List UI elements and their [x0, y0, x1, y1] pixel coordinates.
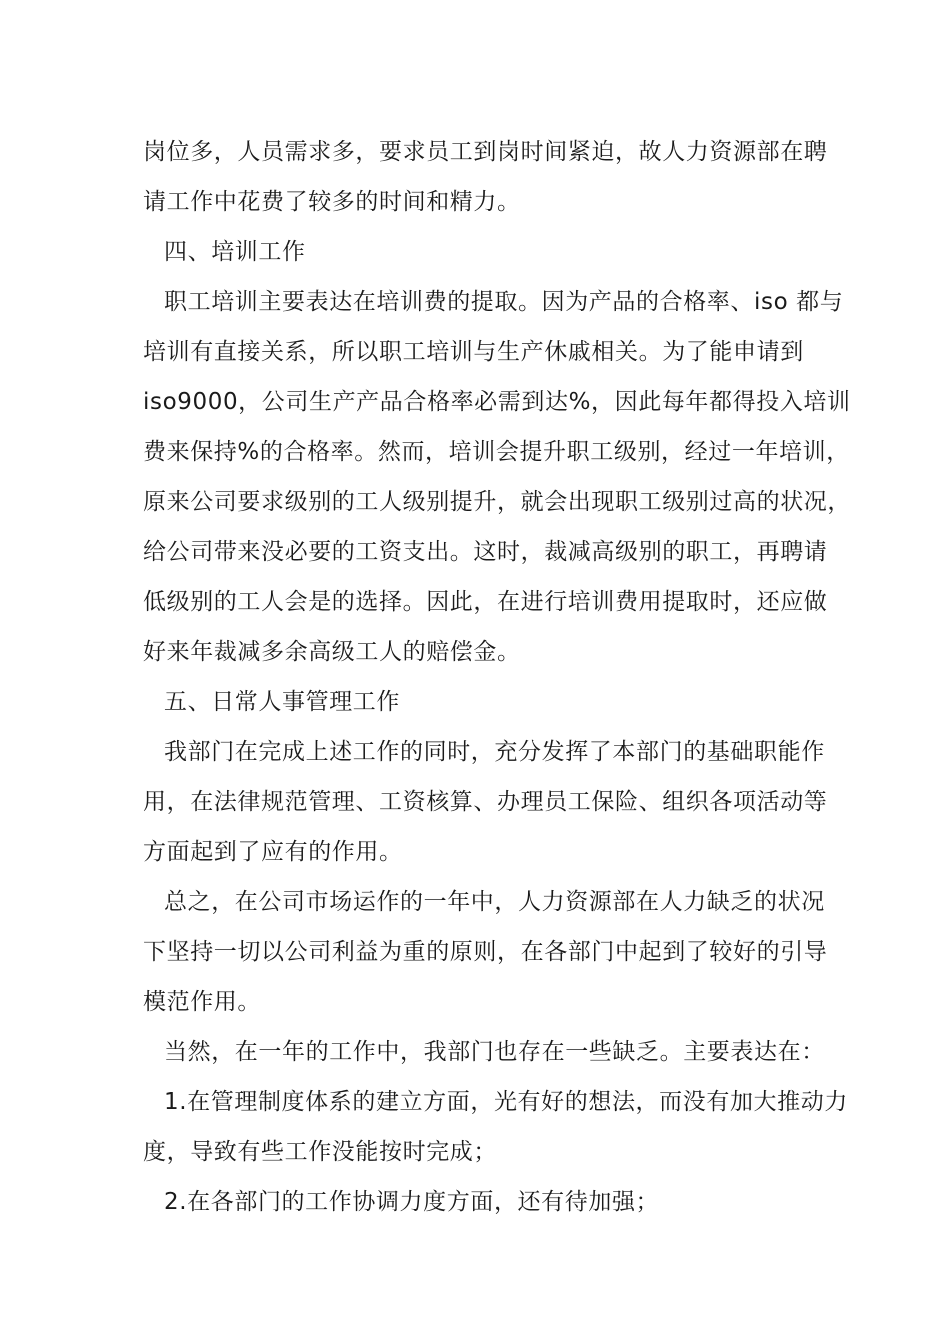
text-line: 岗位多，人员需求多，要求员工到岗时间紧迫，故人力资源部在聘 — [143, 139, 828, 165]
text-line: 下坚持一切以公司利益为重的原则，在各部门中起到了较好的引导 — [143, 939, 828, 965]
text-line: 原来公司要求级别的工人级别提升，就会出现职工级别过高的状况， — [143, 489, 851, 515]
text-line: 职工培训主要表达在培训费的提取。因为产品的合格率、iso 都与 — [164, 289, 844, 315]
text-line: 费来保持%的合格率。然而，培训会提升职工级别，经过一年培训， — [143, 439, 850, 465]
text-line: 低级别的工人会是的选择。因此，在进行培训费用提取时，还应做 — [143, 589, 828, 615]
text-line: 度，导致有些工作没能按时完成； — [143, 1139, 497, 1165]
text-line: 培训有直接关系，所以职工培训与生产休戚相关。为了能申请到 — [143, 339, 804, 365]
list-item: 2.在各部门的工作协调力度方面，还有待加强； — [164, 1189, 660, 1215]
text-line: 当然，在一年的工作中，我部门也存在一些缺乏。主要表达在： — [164, 1039, 825, 1065]
text-line: 我部门在完成上述工作的同时，充分发挥了本部门的基础职能作 — [164, 739, 825, 765]
text-line: iso9000，公司生产产品合格率必需到达%，因此每年都得投入培训 — [143, 389, 851, 415]
text-line: 好来年裁减多余高级工人的赔偿金。 — [143, 639, 521, 665]
text-line: 用，在法律规范管理、工资核算、办理员工保险、组织各项活动等 — [143, 789, 828, 815]
section-heading: 四、培训工作 — [164, 239, 306, 265]
text-line: 方面起到了应有的作用。 — [143, 839, 403, 865]
section-heading: 五、日常人事管理工作 — [164, 689, 400, 715]
text-line: 总之，在公司市场运作的一年中，人力资源部在人力缺乏的状况 — [164, 889, 825, 915]
text-line: 请工作中花费了较多的时间和精力。 — [143, 189, 521, 215]
text-line: 模范作用。 — [143, 989, 261, 1015]
list-item: 1.在管理制度体系的建立方面，光有好的想法，而没有加大推动力 — [164, 1089, 848, 1115]
text-line: 给公司带来没必要的工资支出。这时，裁减高级别的职工，再聘请 — [143, 539, 828, 565]
